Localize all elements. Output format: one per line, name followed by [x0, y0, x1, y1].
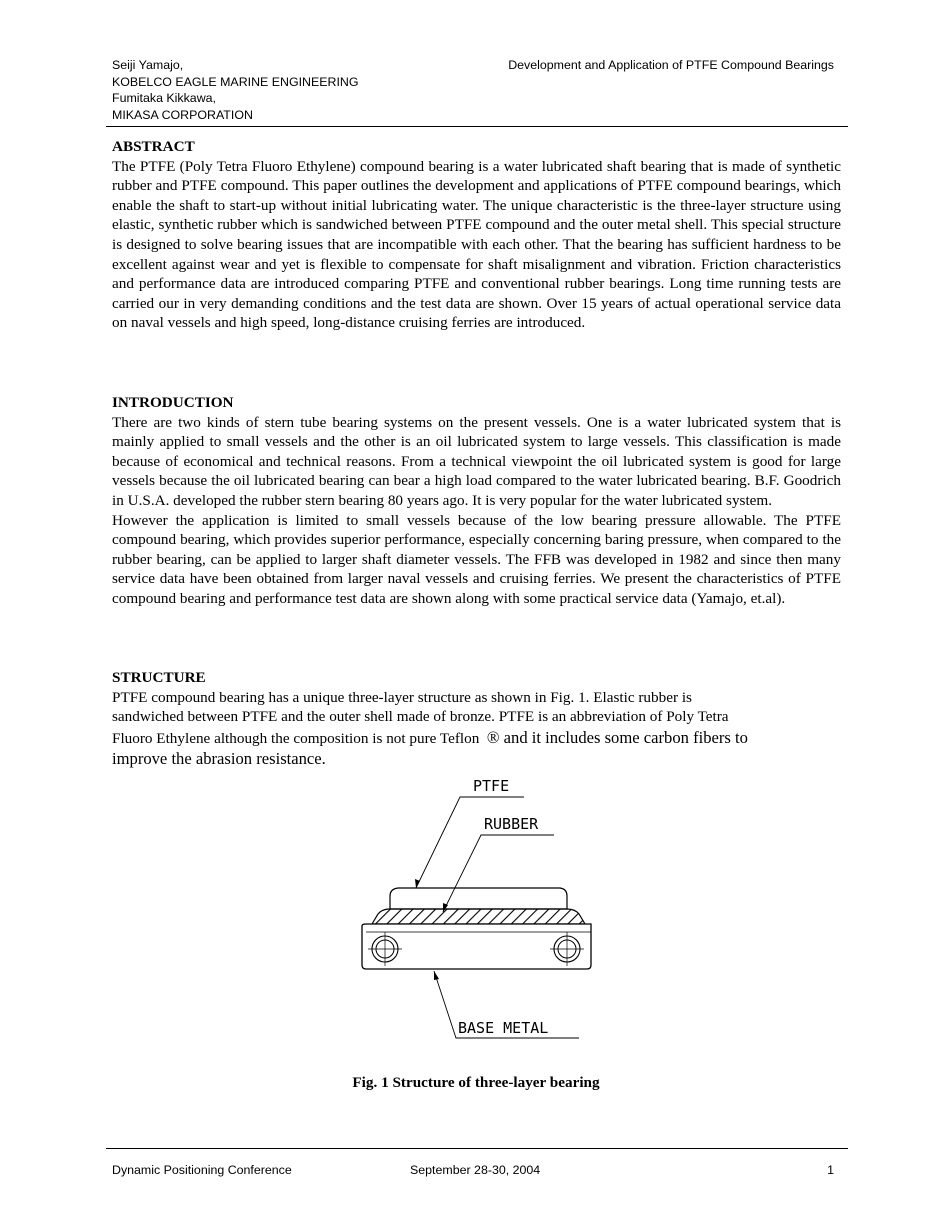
bearing-structure-diagram [354, 775, 604, 1043]
author-line: MIKASA CORPORATION [112, 107, 253, 122]
structure-line: sandwiched between PTFE and the outer shell made of bronze. PTFE is an abbreviation of Poly Tetra [112, 708, 729, 726]
page-number: 1 [827, 1163, 834, 1177]
author-line: Fumitaka Kikkawa, [112, 91, 216, 105]
footer-conference: Dynamic Positioning Conference [112, 1163, 292, 1177]
abstract-text: The PTFE (Poly Tetra Fluoro Ethylene) compound bearing is a water lubricated shaft bearing that is made of synthetic rubber and PTFE compound. This paper outlines the development and applications of PTFE compound bearings, which enable the shaft to start-up without initial lubricating water. The unique characteristic is the three-layer structure using elastic, synthetic rubber which is sandwiched between PTFE compound and the outer metal shell. This special structure is designed to solve bearing issues that are incompatible with each other. That the bearing has sufficient hardness to be excellent against wear and yet is flexible to compensate for shaft misalignment and vibration. Friction characteristics and performance data are introduced comparing PTFE and conventional rubber bearings. Long time running tests are carried our in very demanding conditions and the test data are shown. Over 15 years of actual operational service data on naval vessels and high speed, long-distance cruising ferries are introduced. [112, 157, 841, 332]
introduction-heading: INTRODUCTION [112, 394, 234, 411]
introduction-paragraph-1: There are two kinds of stern tube bearing systems on the present vessels. One is a water lubricated system that is mainly applied to small vessels and the other is an oil lubricated system to large vessels. This classification is made because of economical and technical reasons. From a technical viewpoint the oil lubricated system is good for large vessels because the oil lubricated bearing can bear a high load compared to the water lubricated bearing. B.F. Goodrich in U.S.A. developed the rubber stern bearing 80 years ago. It is very popular for the water lubricated system. [112, 413, 841, 509]
abstract-section [112, 137, 841, 333]
figure-caption: Fig. 1 Structure of three-layer bearing [352, 1074, 600, 1091]
structure-line [112, 727, 841, 749]
structure-line: improve the abrasion resistance. [112, 749, 326, 769]
running-title: Development and Application of PTFE Compound Bearings [508, 58, 834, 72]
structure-line-text: ® and it includes some carbon fibers to [486, 727, 748, 747]
author-line: KOBELCO EAGLE MARINE ENGINEERING [112, 74, 359, 89]
abstract-heading: ABSTRACT [112, 138, 195, 155]
header-divider [106, 126, 848, 127]
footer-divider [106, 1148, 848, 1149]
ptfe-label: PTFE [473, 777, 510, 795]
structure-line: PTFE compound bearing has a unique three-layer structure as shown in Fig. 1. Elastic rubber is [112, 688, 692, 706]
rubber-layer [372, 909, 585, 924]
ptfe-leader [416, 797, 524, 888]
structure-section [112, 668, 841, 769]
page-header [112, 57, 848, 123]
base-metal-label: BASE METAL [458, 1019, 549, 1037]
ptfe-layer [390, 888, 567, 909]
rubber-label: RUBBER [484, 815, 539, 833]
footer-date: September 28-30, 2004 [410, 1163, 541, 1177]
structure-heading: STRUCTURE [112, 669, 206, 686]
introduction-section [112, 393, 841, 609]
structure-line-text: Fluoro Ethylene although the composition is not pure Teflon [112, 729, 480, 747]
introduction-paragraph-2: However the application is limited to small vessels because of the low bearing pressure allowable. The PTFE compound bearing, which provides superior performance, especially concerning baring pressure, when compared to the rubber bearing, can be applied to larger shaft diameter vessels. The FFB was developed in 1982 and since then many service data have been obtained from larger naval vessels and cruising ferries. We present the characteristics of PTFE compound bearing and performance test data are shown along with some practical service data (Yamajo, et.al). [112, 511, 841, 607]
author-line: Seiji Yamajo, [112, 58, 184, 72]
